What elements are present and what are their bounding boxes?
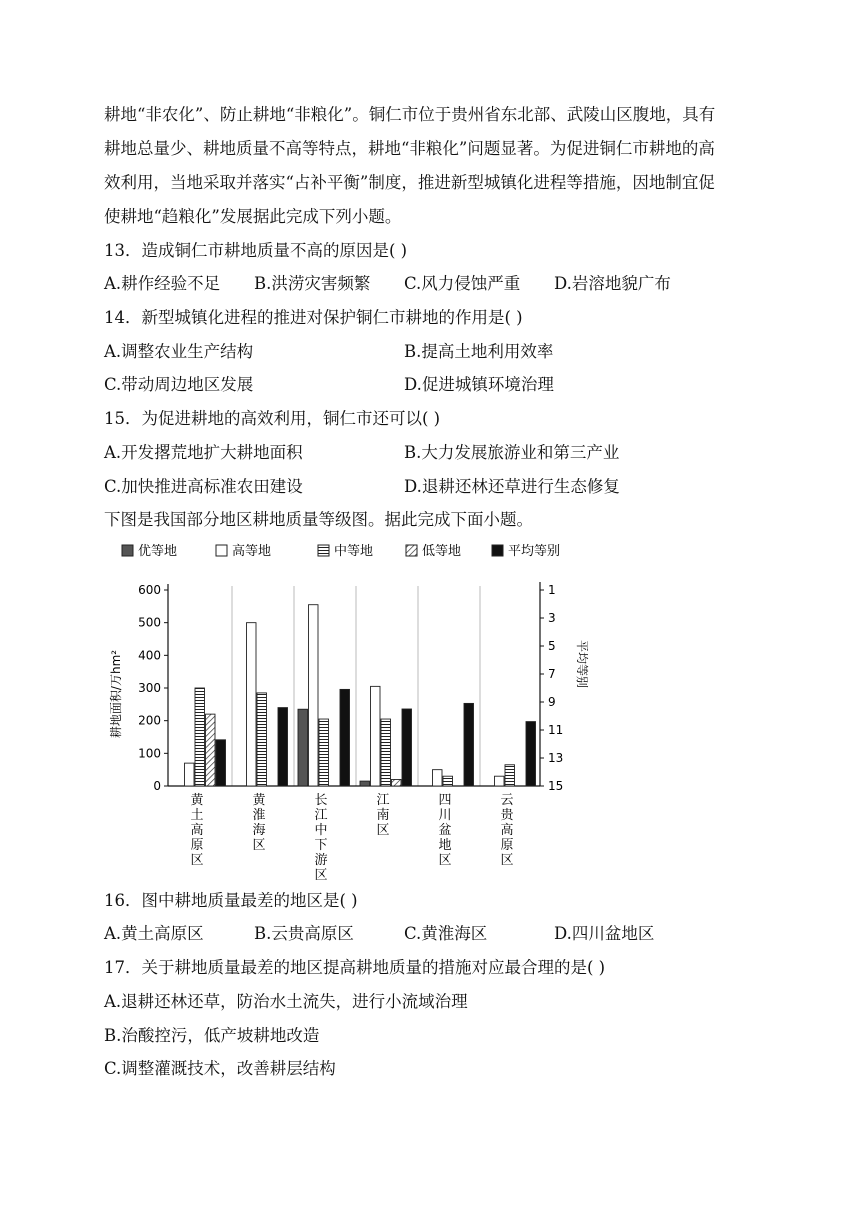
y-tick-label: 100 [138,746,161,761]
bar-2-3 [381,719,391,786]
q16-option-d[interactable]: D.四川盆地区 [554,924,655,943]
q15-option-b[interactable]: B.大力发展旅游业和第三产业 [404,443,620,462]
y2-tick-label: 15 [548,779,564,793]
intro-line-2: 耕地总量少、耕地质量不高等特点，耕地“非粮化”问题显著。为促进铜仁市耕地的高 [104,139,715,158]
question-17-stem: 17．关于耕地质量最差的地区提高耕地质量的措施对应最合理的是( ) [104,958,606,977]
bar-1-2 [309,605,319,786]
bar-4-0 [216,740,226,786]
q15-option-c[interactable]: C.加快推进高标准农田建设 [104,477,303,496]
y2-tick-label: 5 [548,639,556,653]
y-tick-label: 300 [138,681,161,695]
y-tick-label: 400 [138,648,161,663]
question-16-stem: 16．图中耕地质量最差的地区是( ) [104,891,358,910]
bar-4-5 [526,722,536,786]
question-15-stem: 15．为促进耕地的高效利用，铜仁市还可以( ) [104,409,441,428]
y2-tick-label: 7 [548,667,556,681]
y-axis-label: 耕地面积/万hm² [109,649,123,739]
q17-option-c[interactable]: C.调整灌溉技术，改善耕层结构 [104,1059,336,1078]
q14-option-b[interactable]: B.提高土地利用效率 [404,342,554,361]
bar-4-1 [278,708,288,786]
bar-4-3 [402,709,412,786]
intro-line-3: 效利用，当地采取并落实“占补平衡”制度，推进新型城镇化进程等措施，因地制宜促 [104,173,715,192]
bar-2-1 [257,693,267,786]
q16-option-b[interactable]: B.云贵高原区 [254,924,354,943]
q16-option-c[interactable]: C.黄淮海区 [404,924,488,943]
y2-tick-label: 11 [548,723,564,737]
category-label-2: 长江中下游区 [314,793,328,883]
legend-swatch-0 [122,545,133,556]
y2-tick-label: 1 [548,583,556,597]
legend-swatch-3 [406,545,417,556]
question-14-stem: 14．新型城镇化进程的推进对保护铜仁市耕地的作用是( ) [104,308,523,327]
q15-option-d[interactable]: D.退耕还林还草进行生态修复 [404,477,620,496]
bar-4-2 [340,689,350,786]
intro-line-1: 耕地“非农化”、防止耕地“非粮化”。铜仁市位于贵州省东北部、武陵山区腹地，具有 [104,105,716,124]
legend-swatch-2 [318,545,329,556]
bar-0-3 [360,781,370,786]
figure-intro: 下图是我国部分地区耕地质量等级图。据此完成下面小题。 [104,510,533,529]
category-label-5: 云贵高原区 [500,793,514,868]
legend-swatch-4 [492,545,503,556]
bar-1-3 [371,686,381,786]
legend-label-1: 高等地 [232,544,272,559]
bar-1-4 [433,770,443,786]
bar-2-4 [443,776,453,786]
legend-label-2: 中等地 [334,544,374,559]
y-tick-label: 0 [153,779,161,793]
legend-swatch-1 [216,545,227,556]
bar-2-2 [319,719,329,786]
legend-label-4: 平均等别 [508,544,561,559]
q13-option-b[interactable]: B.洪涝灾害频繁 [254,274,371,293]
category-label-0: 黄土高原区 [190,793,204,868]
q13-option-a[interactable]: A.耕作经验不足 [104,274,221,293]
q14-option-c[interactable]: C.带动周边地区发展 [104,375,254,394]
bar-0-2 [298,709,308,786]
cultivated-land-quality-chart [108,534,592,883]
y-tick-label: 600 [138,583,161,597]
q16-option-a[interactable]: A.黄土高原区 [104,924,204,943]
q15-option-a[interactable]: A.开发撂荒地扩大耕地面积 [104,443,303,462]
y2-tick-label: 13 [548,751,564,765]
legend-label-3: 低等地 [422,544,462,559]
bar-4-4 [464,703,474,786]
q14-option-d[interactable]: D.促进城镇环境治理 [404,375,554,394]
intro-line-4: 使耕地“趋粮化”发展据此完成下列小题。 [104,207,402,226]
y2-tick-label: 3 [548,611,556,625]
bar-1-5 [495,776,505,786]
chart-svg [108,534,592,883]
q17-option-b[interactable]: B.治酸控污，低产坡耕地改造 [104,1026,320,1045]
category-label-4: 四川盆地区 [438,793,452,868]
bar-3-0 [206,714,216,786]
bar-2-5 [505,765,515,786]
legend-label-0: 优等地 [138,544,178,559]
bar-3-3 [392,779,402,786]
category-label-3: 江南区 [376,793,390,838]
q14-option-a[interactable]: A.调整农业生产结构 [104,342,254,361]
y2-axis-label: 平均等别 [575,639,589,689]
question-13-stem: 13．造成铜仁市耕地质量不高的原因是( ) [104,241,408,260]
q13-option-d[interactable]: D.岩溶地貌广布 [554,274,671,293]
y-tick-label: 500 [138,615,161,630]
q17-option-a[interactable]: A.退耕还林还草，防治水土流失，进行小流域治理 [104,992,468,1011]
y2-tick-label: 9 [548,695,556,709]
q13-option-c[interactable]: C.风力侵蚀严重 [404,274,521,293]
category-label-1: 黄淮海区 [252,793,266,853]
bar-1-1 [247,623,257,786]
bar-1-0 [185,763,195,786]
y-tick-label: 200 [138,713,161,728]
bar-2-0 [195,688,205,786]
